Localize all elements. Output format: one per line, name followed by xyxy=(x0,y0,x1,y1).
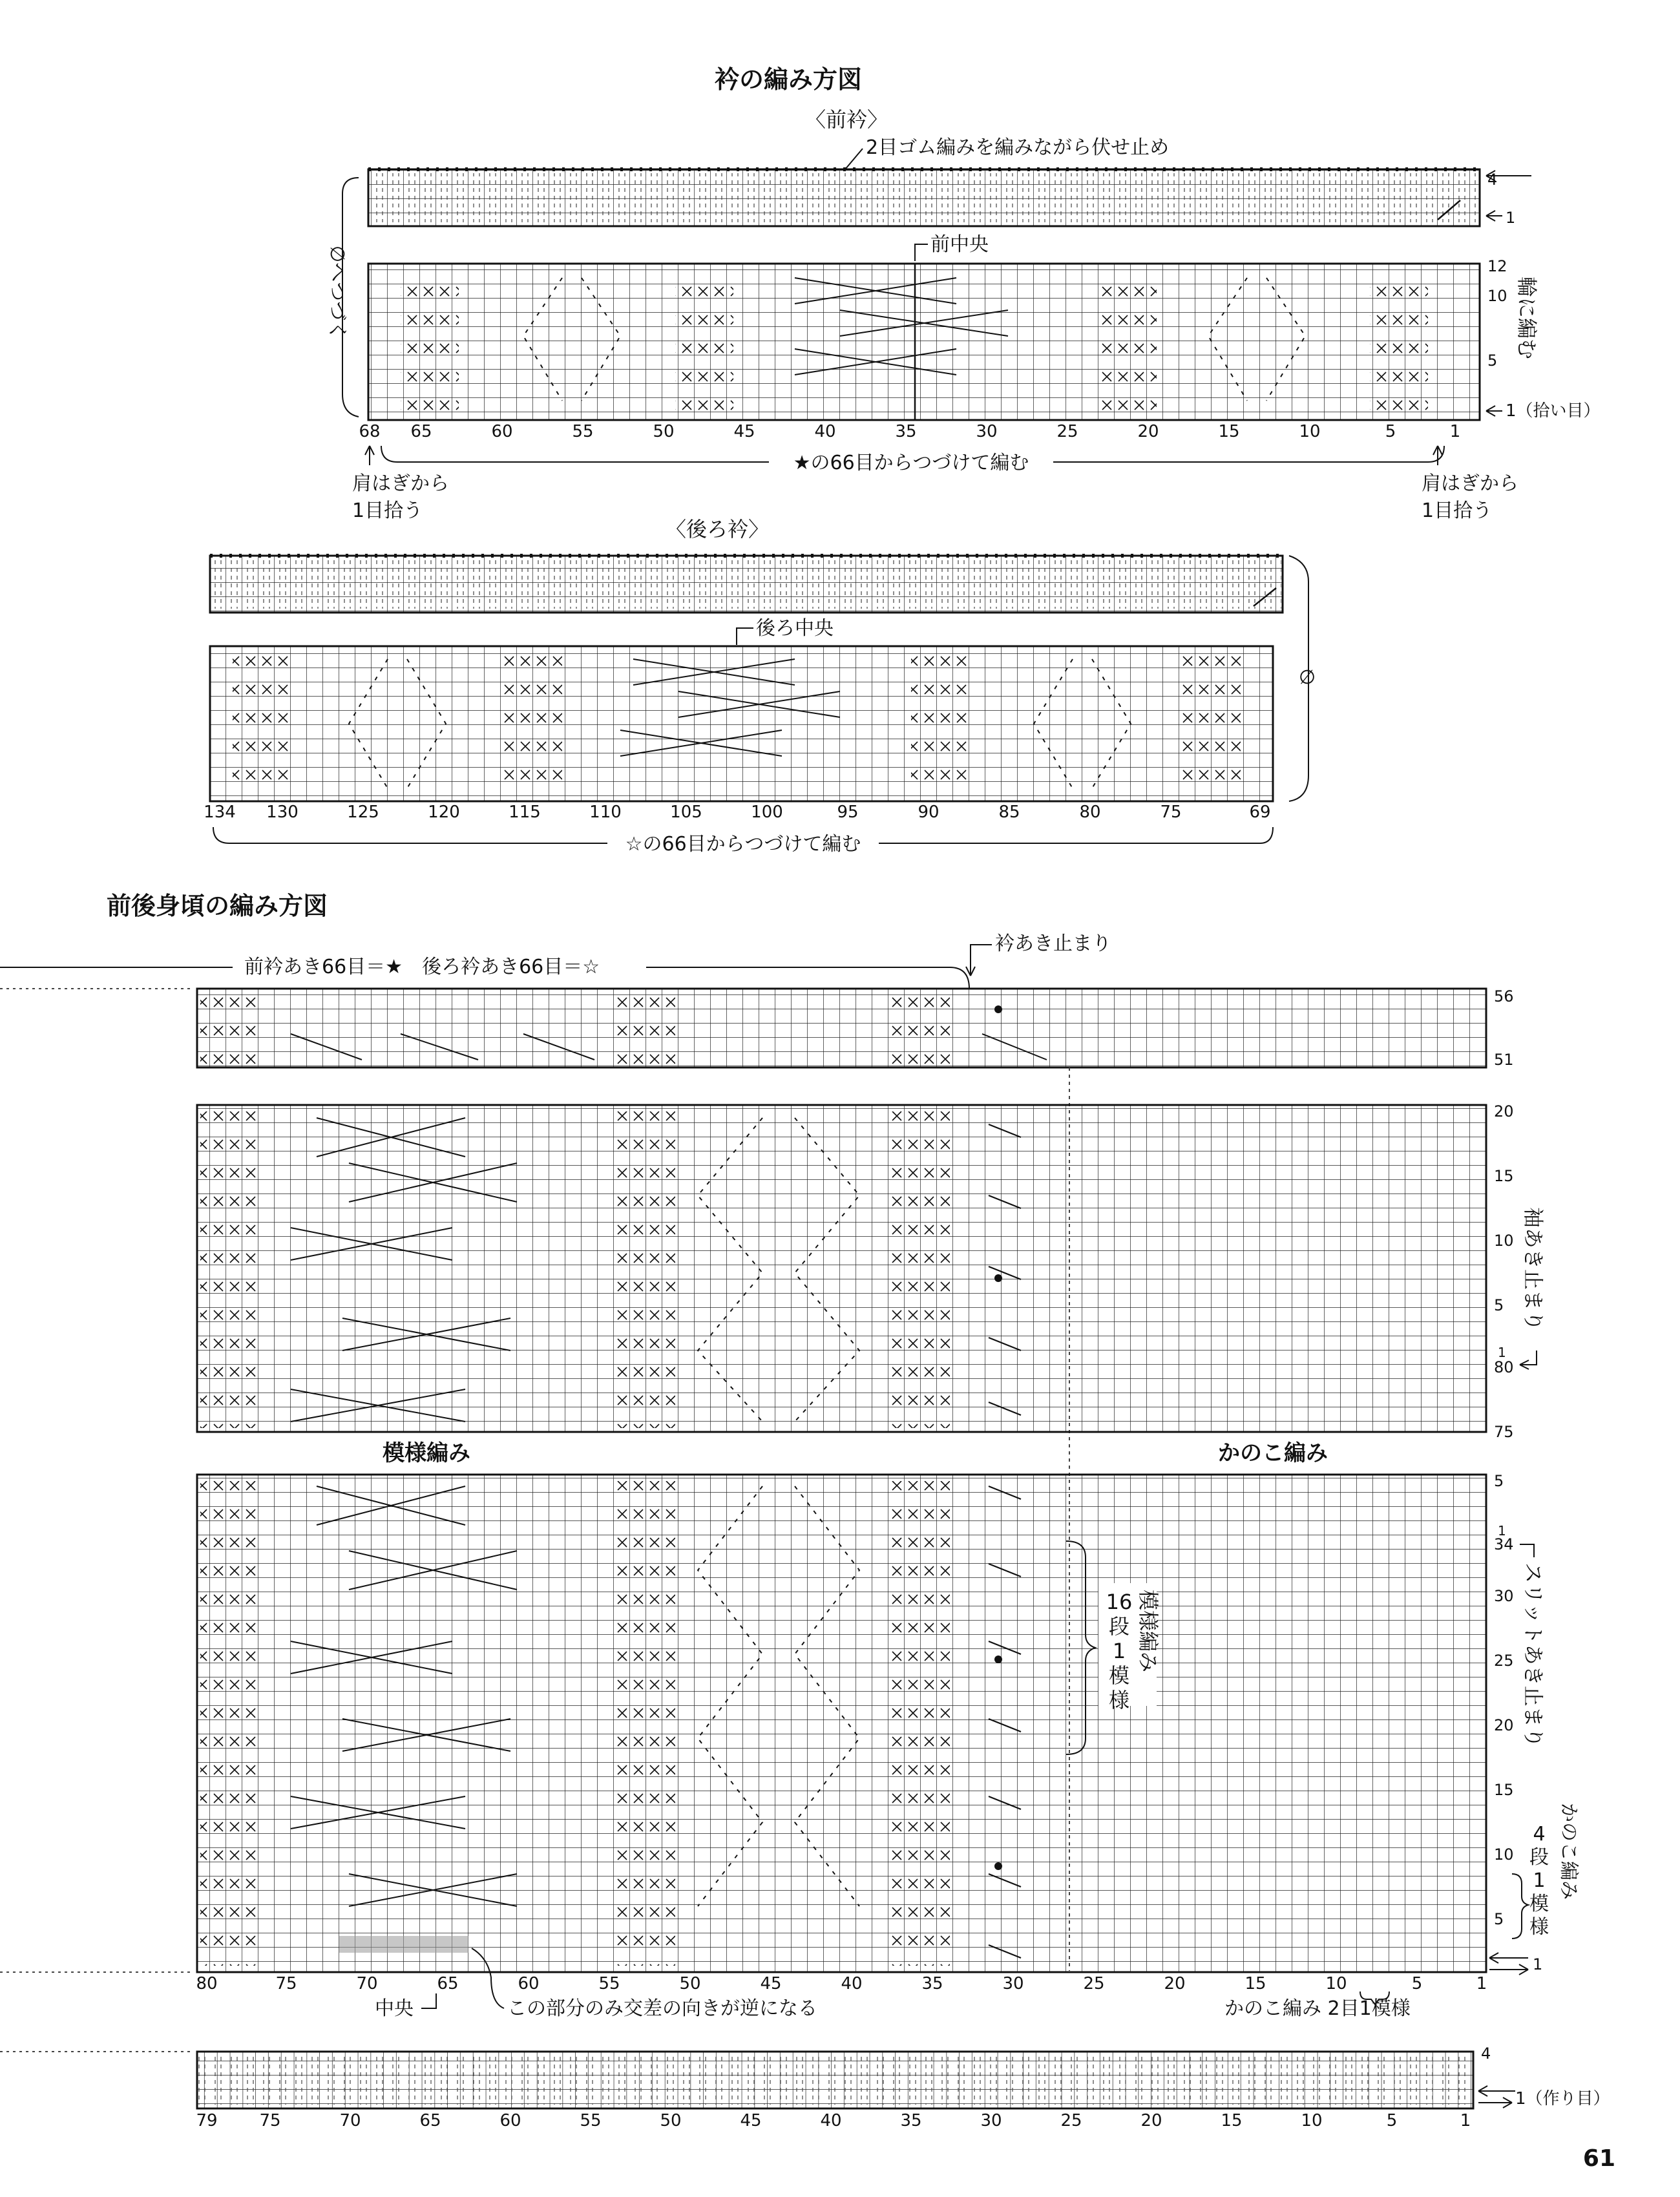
front-col-68: 68 xyxy=(359,422,381,441)
body-col-5: 5 xyxy=(1411,1974,1423,1993)
front-cable-columns-left xyxy=(401,271,459,414)
bindoff-pointer-arrow xyxy=(845,149,863,169)
section2-row-1: 1 xyxy=(1498,1345,1506,1360)
body-col-1: 1 xyxy=(1476,1974,1487,1993)
sleeve-stop-arrow xyxy=(1520,1351,1537,1369)
right-pickup-arrow xyxy=(1433,446,1442,465)
pattern-repeat-side: 模様編み xyxy=(1136,1590,1160,1673)
back-cable-columns-d xyxy=(1182,654,1241,796)
front-col-25: 25 xyxy=(1056,422,1078,441)
back-cable-columns-b xyxy=(504,654,562,796)
page-number: 61 xyxy=(1582,2145,1615,2172)
back-collar-label: 〈後ろ衿〉 xyxy=(665,517,770,541)
sleeve-stop-label: 袖あき止まり xyxy=(1521,1207,1546,1332)
back-cable-columns-a xyxy=(233,654,291,796)
section3-cables-c xyxy=(892,1481,950,1966)
neck-stop-label: 衿あき止まり xyxy=(995,932,1111,955)
section3-cables-b xyxy=(617,1481,675,1966)
back-col-100: 100 xyxy=(751,803,783,822)
hem-col-40: 40 xyxy=(820,2111,842,2130)
hem-col-labels xyxy=(196,2111,1471,2130)
front-cable-columns-far-right xyxy=(1370,271,1428,414)
front-cable-columns-right xyxy=(1098,271,1157,414)
front-col-1: 1 xyxy=(1449,422,1461,441)
section3-cables-a xyxy=(200,1481,258,1966)
body-col-35: 35 xyxy=(921,1974,943,1993)
hem-col-45: 45 xyxy=(740,2111,762,2130)
front-row-10: 10 xyxy=(1487,287,1507,305)
section2-cables-a xyxy=(200,1111,258,1428)
back-brace-note: ☆の66目からつづけて編む xyxy=(625,833,861,856)
front-cable-columns-mid xyxy=(675,271,733,414)
left-pickup-line1: 肩はぎから xyxy=(352,472,449,495)
front-col-5: 5 xyxy=(1385,422,1396,441)
section1-bobble xyxy=(994,1005,1002,1013)
back-col-85: 85 xyxy=(998,803,1020,822)
body-col-10: 10 xyxy=(1325,1974,1347,1993)
hem-row-1-cast-on: 1（作り目） xyxy=(1515,2089,1610,2108)
hem-col-79: 79 xyxy=(196,2111,218,2130)
front-row-4: 4 xyxy=(1487,171,1498,189)
section2-bobble xyxy=(994,1274,1002,1282)
front-row-1-pickup: 1（拾い目） xyxy=(1506,401,1601,421)
front-arrow-pickup xyxy=(1486,406,1502,416)
section2-row-80: 80 xyxy=(1494,1358,1514,1376)
section1-cables-a xyxy=(200,995,258,1066)
body-section-top xyxy=(197,987,1514,1069)
center-pointer xyxy=(421,1993,436,2008)
hem-col-50: 50 xyxy=(660,2111,682,2130)
front-arrow-row1 xyxy=(1486,211,1502,221)
body-col-45: 45 xyxy=(760,1974,782,1993)
body-col-20: 20 xyxy=(1164,1974,1186,1993)
front-row-12: 12 xyxy=(1487,257,1507,275)
right-pickup-line1: 肩はぎから xyxy=(1422,472,1518,495)
body-col-25: 25 xyxy=(1083,1974,1105,1993)
front-col-labels xyxy=(359,422,1460,441)
back-col-110: 110 xyxy=(589,803,622,822)
hem-rib-chart xyxy=(196,2045,1610,2130)
section2-row-10: 10 xyxy=(1494,1232,1514,1250)
section1-cables-c xyxy=(892,995,950,1066)
top-note: 前衿あき66目＝★ 後ろ衿あき66目＝☆ xyxy=(244,956,600,978)
front-col-50: 50 xyxy=(653,422,675,441)
back-center-pointer xyxy=(737,628,753,645)
body-col-70: 70 xyxy=(356,1974,378,1993)
front-row-5: 5 xyxy=(1487,352,1498,370)
hem-col-25: 25 xyxy=(1060,2111,1082,2130)
body-col-80: 80 xyxy=(196,1974,218,1993)
hem-row-4: 4 xyxy=(1481,2045,1491,2063)
section2-row-75: 75 xyxy=(1494,1423,1514,1441)
front-collar-chart xyxy=(326,107,1601,522)
body-section-bottom xyxy=(197,1472,1580,1975)
neck-stop-arrow xyxy=(966,945,992,976)
back-col-75: 75 xyxy=(1160,803,1182,822)
center-label: 中央 xyxy=(375,1997,414,2020)
section1-grid xyxy=(197,989,1486,1067)
section2-row-15: 15 xyxy=(1494,1167,1514,1185)
collar-title: 衿の編み方図 xyxy=(714,65,863,94)
section2-cables-b xyxy=(617,1111,675,1428)
hem-col-35: 35 xyxy=(900,2111,922,2130)
hem-col-70: 70 xyxy=(339,2111,361,2130)
pattern-label: 模様編み xyxy=(383,1440,470,1466)
front-brace-note: ★の66目からつづけて編む xyxy=(793,452,1029,474)
pattern-repeat-16: 16 xyxy=(1106,1590,1133,1614)
section3-row-34: 34 xyxy=(1494,1535,1514,1553)
section3-row1-arrows xyxy=(1489,1953,1528,1975)
front-arrow-row4 xyxy=(1486,171,1531,181)
side-join-note: ∅へつづく xyxy=(326,246,348,341)
round-note: 輪に編む xyxy=(1515,277,1539,360)
section1-cables-b xyxy=(617,995,675,1066)
cross-note: この部分のみ交差の向きが逆になる xyxy=(507,1997,817,2020)
seed-repeat-1: 1 xyxy=(1533,1869,1546,1892)
hem-col-75: 75 xyxy=(259,2111,281,2130)
back-col-125: 125 xyxy=(347,803,379,822)
body-col-15: 15 xyxy=(1244,1974,1266,1993)
front-row-1-top: 1 xyxy=(1506,209,1516,227)
seed-repeat-bracket xyxy=(1512,1874,1528,1939)
back-col-134: 134 xyxy=(204,803,236,822)
section3-row-1: 1 xyxy=(1498,1523,1506,1539)
seed-repeat-dan: 段 xyxy=(1529,1846,1549,1869)
body-col-labels xyxy=(196,1974,1487,1993)
hem-row1-arrows xyxy=(1478,2086,1515,2108)
hem-col-60: 60 xyxy=(499,2111,521,2130)
hem-col-65: 65 xyxy=(419,2111,441,2130)
front-center-pointer xyxy=(915,244,928,261)
reversed-cross-shade xyxy=(339,1936,468,1953)
back-col-95: 95 xyxy=(837,803,859,822)
top-note-line xyxy=(646,967,969,989)
section2-row-5: 5 xyxy=(1494,1296,1504,1314)
body-col-55: 55 xyxy=(598,1974,620,1993)
bindoff-note: 2目ゴム編みを編みながら伏せ止め xyxy=(866,136,1170,159)
body-col-40: 40 xyxy=(841,1974,863,1993)
body-col-65: 65 xyxy=(437,1974,459,1993)
seed-repeat-mo: 模 xyxy=(1529,1893,1549,1915)
back-side-mark: ∅ xyxy=(1299,666,1316,689)
body-title: 前後身頃の編み方図 xyxy=(107,892,328,920)
front-col-65: 65 xyxy=(410,422,432,441)
section3-row-25: 25 xyxy=(1494,1652,1514,1670)
body-col-50: 50 xyxy=(679,1974,701,1993)
section2-cables-c xyxy=(892,1111,950,1428)
front-col-10: 10 xyxy=(1299,422,1321,441)
front-col-40: 40 xyxy=(814,422,836,441)
front-col-15: 15 xyxy=(1218,422,1240,441)
pattern-repeat-1: 1 xyxy=(1112,1639,1126,1663)
body-col-75: 75 xyxy=(275,1974,297,1993)
front-pattern-grid xyxy=(368,264,1480,420)
section2-grid xyxy=(197,1105,1486,1432)
seed-repeat-you: 様 xyxy=(1529,1916,1549,1939)
front-center-label: 前中央 xyxy=(930,233,989,256)
section3-row-20: 20 xyxy=(1494,1716,1514,1734)
seed-label: かのこ編み xyxy=(1218,1440,1328,1466)
section3-bobble-2 xyxy=(994,1862,1002,1870)
hem-col-15: 15 xyxy=(1221,2111,1243,2130)
seed-repeat-4: 4 xyxy=(1533,1823,1546,1845)
front-col-20: 20 xyxy=(1137,422,1159,441)
back-col-labels xyxy=(204,803,1270,822)
front-col-35: 35 xyxy=(895,422,917,441)
section3-row-10: 10 xyxy=(1494,1845,1514,1864)
right-pickup-line2: 1目拾う xyxy=(1422,499,1493,522)
seed-note: かのこ編み 2目1模様 xyxy=(1224,1997,1411,2020)
back-col-90: 90 xyxy=(918,803,940,822)
section3-row-5: 5 xyxy=(1494,1472,1504,1490)
hem-col-1: 1 xyxy=(1460,2111,1471,2130)
back-col-115: 115 xyxy=(509,803,541,822)
back-col-80: 80 xyxy=(1079,803,1101,822)
section3-grid xyxy=(197,1475,1486,1972)
back-col-130: 130 xyxy=(266,803,299,822)
hem-col-5: 5 xyxy=(1386,2111,1398,2130)
hem-col-55: 55 xyxy=(580,2111,602,2130)
pattern-repeat-dan: 段 xyxy=(1108,1614,1130,1639)
front-col-55: 55 xyxy=(572,422,594,441)
seed-repeat-side: かのこ編み xyxy=(1557,1803,1580,1900)
hem-col-10: 10 xyxy=(1301,2111,1323,2130)
section3-row-30: 30 xyxy=(1494,1587,1514,1605)
front-collar-label: 〈前衿〉 xyxy=(804,107,888,132)
section1-row-51: 51 xyxy=(1494,1051,1514,1069)
back-col-69: 69 xyxy=(1249,803,1271,822)
body-col-30: 30 xyxy=(1002,1974,1024,1993)
slit-stop-label: スリットあき止まり xyxy=(1521,1562,1546,1748)
back-col-120: 120 xyxy=(428,803,460,822)
front-col-60: 60 xyxy=(491,422,513,441)
hem-col-20: 20 xyxy=(1140,2111,1162,2130)
slit-stop-arrow xyxy=(1520,1544,1534,1557)
pattern-repeat-you: 様 xyxy=(1108,1688,1130,1712)
hem-col-30: 30 xyxy=(980,2111,1002,2130)
pattern-repeat-mo: 模 xyxy=(1108,1663,1130,1688)
back-collar-chart xyxy=(204,517,1316,856)
hem-rib-stitches xyxy=(198,2055,1472,2105)
section3-row-15: 15 xyxy=(1494,1781,1514,1799)
left-pickup-line2: 1目拾う xyxy=(352,499,423,522)
body-col-60: 60 xyxy=(518,1974,540,1993)
section2-row-20: 20 xyxy=(1494,1102,1514,1120)
body-section-middle xyxy=(197,1102,1546,1441)
left-pickup-arrow xyxy=(365,446,374,465)
section3-row-1b: 1 xyxy=(1533,1955,1543,1973)
front-col-30: 30 xyxy=(976,422,998,441)
front-col-45: 45 xyxy=(733,422,755,441)
section3-bobble-1 xyxy=(994,1656,1002,1663)
section1-row-56: 56 xyxy=(1494,987,1514,1005)
section3-row-5b: 5 xyxy=(1494,1910,1504,1928)
back-center-label: 後ろ中央 xyxy=(756,617,834,640)
front-rib-stitches xyxy=(370,173,1478,222)
back-rib-stitches xyxy=(211,560,1281,609)
back-pattern-grid xyxy=(210,646,1273,801)
back-cable-columns-c xyxy=(911,654,969,796)
back-col-105: 105 xyxy=(670,803,702,822)
